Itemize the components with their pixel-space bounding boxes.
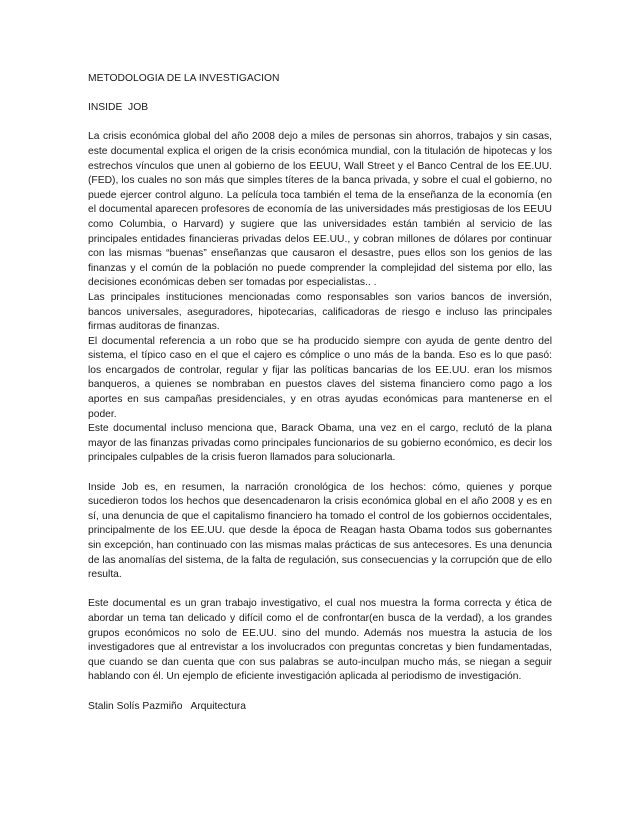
spacer [88,583,552,598]
document-page [88,72,552,714]
spacer [88,116,552,131]
paragraph-summary: Inside Job es, en resumen, la narración cronológica de los hechos: cómo, quienes y porque sucedieron todos los hechos que desencadenaron la crisis económica global en el año 2008 y es en sí, una denuncia de que el capitalismo financiero ha tomado el control de los gobiernos occidentales, principalmente de los EE.UU. que desde la época de Reagan hasta Obama todos sus gobernantes sin excepción, han continuado con las mismas malas prácticas de sus antecesores. Es una denuncia de las anomalías del sistema, de la falta de regulación, sus consecuencias y la corrupción que de ello resulta. [88,481,552,581]
paragraph-institutions: Las principales instituciones mencionadas como responsables son varios bancos de inversión, bancos universales, aseguradores, hipotecarias, calificadoras de riesgo e incluso las principales firmas auditoras de finanzas. [88,291,552,333]
document-subtitle: INSIDE JOB [88,102,149,114]
document-title: METODOLOGIA DE LA INVESTIGACION [88,73,280,84]
spacer [88,466,552,481]
spacer [88,685,552,700]
paragraph-conclusion: Este documental es un gran trabajo investigativo, el cual nos muestra la forma correcta y ética de abordar un tema tan delicado y difícil como el de confrontar(en busca de la verdad), a los grandes grupos económicos no solo de EE.UU. sino del mundo. Además nos muestra la astucia de los investigadores que al entrevistar a los involucrados con preguntas concretas y bien fundamentadas, que cuando se dan cuenta que con sus palabras se auto-inculpan mucho más, se niegan a seguir hablando con él. Un ejemplo de eficiente investigación aplicada al periodismo de investigación. [88,598,552,683]
spacer [88,87,552,102]
author-signature: Stalin Solís Pazmiño Arquitectura [88,700,246,712]
paragraph-robbery: El documental referencia a un robo que se ha producido siempre con ayuda de gente dentro del sistema, el típico caso en el que el cajero es cómplice o uno más de la banda. Eso es lo que pasó: los encargados de controlar, regular y fijar las políticas bancarias de los EE.UU. eran los mismos banqueros, a quienes se nombraban en puestos claves del sistema financiero como pago a los aportes en sus campañas presidenciales, y en otras ayudas económicas para mantenerse en el poder. [88,335,552,420]
paragraph-crisis-intro: La crisis económica global del año 2008 dejo a miles de personas sin ahorros, trabajos y sin casas, este documental explica el origen de la crisis económica mundial, con la titulación de hipotecas y los estrechos vínculos que unen al gobierno de los EEUU, Wall Street y el Banco Central de los EE.UU. (FED), los cuales no son más que simples títeres de la banca privada, y sobre el cual el gobierno, no puede ejercer control alguno. La película toca también el tema de la enseñanza de la economía (en el documental aparecen profesores de economía de las universidades más prestigiosas de los EEUU como Columbia, o Harvard) y sugiere que las universidades están también al servicio de las principales entidades financieras privadas delos EE.UU., y cobran millones de dólares por continuar con las mismas “buenas” enseñanzas que causaron el desastre, pues ellos son los genios de las finanzas y el común de la población no puede comprender la complejidad del sistema por ello, las decisiones económicas deben ser tomadas por especialistas.. . [88,131,552,289]
paragraph-obama: Este documental incluso menciona que, Barack Obama, una vez en el cargo, reclutó de la plana mayor de las finanzas privadas como principales funcionarios de su gobierno económico, es decir los principales culpables de la crisis fueron llamados para solucionarla. [88,423,552,464]
